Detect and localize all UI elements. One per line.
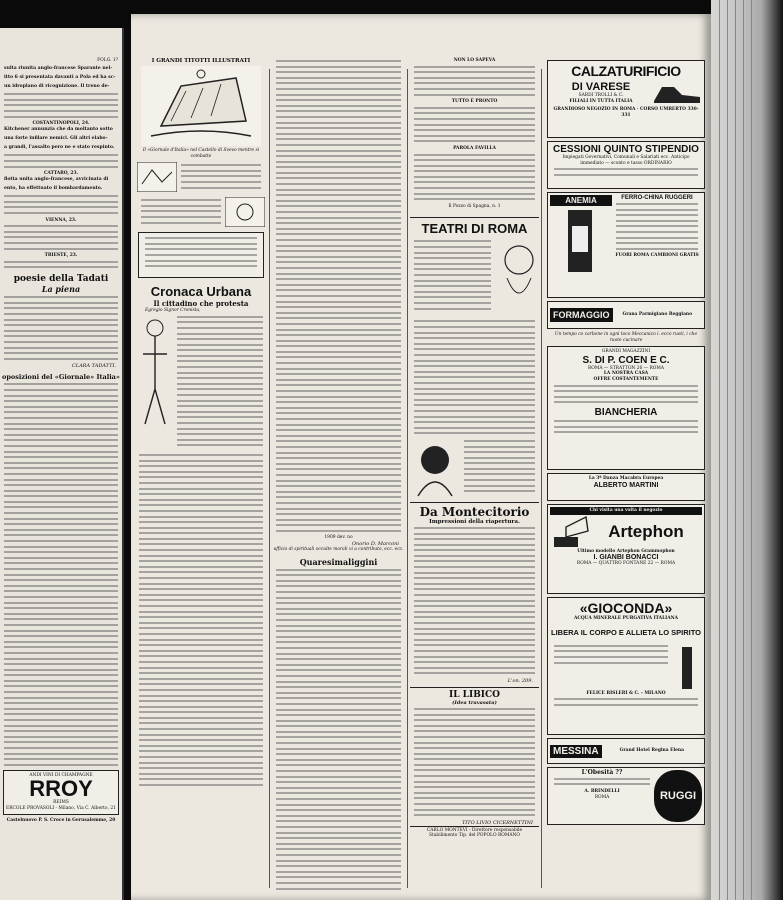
subhead-1: NON LO SAPEVA: [453, 58, 496, 63]
article-headline: Quaresimaliggini: [299, 556, 378, 567]
left-dateline-4: TRIESTE, 23.: [44, 253, 78, 259]
letter-block: [135, 314, 267, 452]
left-poem-body: [4, 296, 118, 360]
subhead-2: TUTTO È PRONTO: [451, 99, 498, 105]
ad9-brand: «GIOCONDA»: [579, 600, 673, 617]
left-section-title: oposizioni del «Giornale» Italia»: [2, 373, 120, 382]
ad7-text: La 3ª Danza Macabra Europea: [588, 476, 664, 482]
illustrated-header: I GRANDI TITOTTI ILLUSTRATI: [151, 58, 251, 64]
theatre-figure-icon: [495, 238, 539, 318]
subhead-3: PAROLA FAVILLA: [453, 145, 496, 151]
left-ad-brand: RROY: [29, 776, 93, 802]
ad8-sub: Ultimo modello Artephon Grammophon: [577, 548, 675, 554]
theatre-block: [410, 238, 539, 318]
section-title: Cronaca Urbana: [150, 284, 252, 300]
ad5-text: Un tempo co carbone in ogni toco Meccanico i. ecco ruoti, i che ruote cucinare: [554, 332, 698, 343]
left-text-block: [4, 93, 118, 117]
artephon-ad: [547, 504, 705, 594]
theatre-text: [414, 240, 491, 316]
left-top-line-3: un idroplano di ricognizione. Il treno de-: [4, 84, 110, 89]
theatre-block-2: [410, 438, 539, 498]
coen-ad: [547, 346, 705, 470]
ad6-item1: LA NOSTRA CASA: [603, 371, 649, 377]
article-text: [414, 154, 535, 201]
montecitorio-title: Da Montecitorio: [410, 502, 539, 519]
ad1-agent: SARDI TROLLI & C.: [578, 93, 624, 99]
ad7-name: ALBERTO MARTINI: [593, 481, 659, 489]
left-top-line-2: itto 6 si presentata davanti a Pola ed ha sc-: [4, 74, 116, 80]
left-folio: FOLG. 1?: [97, 58, 118, 63]
ad6-address: ROMA — STRATTON 26 — ROMA: [587, 365, 665, 371]
ad9-agent: FELICE BISLERI & C. - MILANO: [586, 690, 666, 696]
ad3-title: ANEMIA: [550, 195, 612, 206]
ad6-item2: OFFRE COSTANTEMENTE: [593, 376, 659, 382]
ad3-left: [550, 195, 612, 295]
letter-text: [139, 454, 263, 786]
ad1-place: DI VARESE: [571, 81, 631, 94]
ad8-name: I. GIANBI BONACCI: [593, 554, 659, 562]
lady-portrait-icon: [410, 438, 460, 498]
montecitorio-signature: L'on. 209.: [507, 677, 533, 684]
cartoon-caption: Il «Giornale d'Italia» nel Castello di Svevo mentre si combatte: [142, 148, 260, 159]
libico-subtitle: (Idea travasata): [452, 699, 497, 706]
ad10-text: Grand Hotel Regina Elena: [619, 748, 684, 754]
section-subtitle: Il cittadino che protesta: [153, 299, 249, 309]
montecitorio-subtitle: Impressioni della riapertura.: [429, 518, 520, 525]
left-poem-signature: CLARA TADATTI.: [71, 363, 116, 370]
article-text: [414, 66, 535, 96]
ad2-title: CESSIONI QUINTO STIPENDIO: [553, 144, 699, 155]
left-text-block: [4, 261, 118, 269]
article-signature: Onorio D. Marconi: [351, 541, 399, 548]
left-dateline-2: CATTARO, 23.: [43, 171, 79, 177]
publisher-line: CARLO MONTEVI - Direttore responsabile: [410, 826, 539, 834]
sketch-icon: [225, 197, 265, 227]
ad1-footer: GRANDIOSO NEGOZIO IN ROMA · CORSO UMBERTO 330-331: [553, 107, 699, 118]
formaggio-ad: [547, 301, 705, 329]
left-text-block: [4, 225, 118, 249]
column-rule: [407, 69, 408, 888]
column-3: [410, 14, 539, 900]
ad6-header: GRANDI MAGAZZINI: [601, 349, 651, 355]
shoe-icon: [652, 79, 702, 107]
left-poem-subtitle: La piena: [41, 284, 81, 295]
ad4-title: FORMAGGIO: [550, 308, 613, 322]
ad11-text: L'Obesità ??: [581, 769, 623, 777]
ad1-row: [550, 79, 702, 107]
ad8-address: ROMA — QUATTRO FONTANE 22 — ROMA: [576, 561, 676, 567]
man-figure-icon: [135, 314, 173, 434]
left-section-body: [4, 383, 118, 765]
left-champagne-ad: [3, 770, 119, 815]
gramophone-icon: [550, 515, 590, 549]
ad4-text: Grana Parmigiano Reggiano: [622, 312, 693, 318]
left-line-e: ento, ha effettuato il bombardamento.: [4, 185, 103, 191]
cartoon-row: [137, 197, 265, 229]
bottle-icon: [550, 206, 610, 276]
letter-text: [177, 316, 263, 450]
column-rule: [269, 69, 270, 888]
newspaper-page: [131, 14, 711, 900]
ferrochina-ad: [547, 192, 705, 298]
left-dateline-3: VIENNA, 23.: [45, 217, 77, 223]
ad6-item3: BIANCHERIA: [594, 406, 658, 418]
ad8-header: Chi visita una volta il negozio: [550, 507, 702, 515]
messina-hotel-ad: [547, 738, 705, 764]
obesita-ad: [547, 767, 705, 825]
ad8-row: [550, 515, 702, 549]
left-ad-agent: ERCOLE PROVASOLI - Milano, Via C. Alberto, 21: [6, 805, 116, 811]
book-binding: [711, 0, 783, 900]
ad9-sub: ACQUA MINERALE PURGATIVA ITALIANA: [573, 616, 679, 622]
ad9-slogan: LIBERA IL CORPO E ALLIETA LO SPIRITO: [550, 627, 701, 637]
ad11-brand: RUGGI: [654, 770, 702, 822]
ad3-right: [612, 195, 702, 295]
newspaper-cartoon-icon: [141, 66, 261, 146]
article-text: [276, 60, 401, 532]
left-poem-title: poesie della Tadati: [13, 274, 109, 285]
theatre-text: [414, 320, 535, 434]
ad8-brand: Artephon: [608, 521, 684, 541]
left-text-block: [4, 195, 118, 214]
article-text: [276, 569, 401, 890]
cartoon-strip: [138, 232, 264, 278]
ad1-brand: CALZATURIFICIO: [571, 63, 681, 79]
ad6-name: S. DI P. COEN E C.: [582, 354, 670, 366]
sketch-icon: [137, 162, 177, 192]
theatre-title: TEATRI DI ROMA: [410, 217, 539, 236]
martini-ad: [547, 473, 705, 501]
left-ad-place: REIMS: [53, 800, 69, 806]
libico-text: [414, 708, 535, 816]
cessioni-ad: [547, 141, 705, 189]
greeting: Egregio Signor Cronista,: [145, 308, 201, 314]
calzaturificio-ad: [547, 60, 705, 138]
libico-title: IL LIBICO: [410, 687, 539, 700]
subhead-footer: Il Pozzo di Spagna, n. 1: [448, 203, 501, 209]
gioconda-ad: [547, 597, 705, 735]
left-text-block: [4, 154, 118, 167]
ad3-product: FERRO-CHINA RUGGERI: [621, 195, 693, 201]
left-line-b: una forte infilare nemici. Gli altri elabo-: [4, 135, 108, 141]
cartoon-row: [137, 162, 265, 194]
article-date: 1909 dev. no: [324, 535, 353, 541]
ad9-row: [550, 643, 702, 691]
montecitorio-text: [414, 527, 535, 674]
ad10-brand: MESSINA: [550, 745, 602, 758]
ad11-place: ROMA: [594, 794, 610, 800]
ad11-left: [550, 770, 654, 822]
ad1-tagline: FILIALI IN TUTTA ITALIA: [569, 99, 633, 104]
left-page: [0, 28, 124, 900]
cartoon-text: [181, 164, 261, 192]
ads-column: [544, 14, 708, 900]
column-2: [272, 14, 405, 900]
libico-signature: TITO LIVIO CICERNETTINI: [461, 819, 533, 826]
left-line-d: flotta unita anglo-francese, avvicinata di: [4, 176, 109, 182]
article-byline: ufficio di spirituali occulte morali vi a contributo, ecc. ecc.: [273, 547, 404, 553]
printer-line: Stabilimento Tip. del POPOLO ROMANO: [429, 833, 520, 839]
ad3-footer: FUORI ROMA CAMBIONI GRATIS: [615, 253, 699, 259]
column-rule: [541, 69, 542, 888]
ad2-text: Impiegati Governativi, Comunali e Salariati ecc. Anticipo immediato — sconto e tasso ORDINARIO: [562, 155, 690, 166]
left-ad-top: ANDI VINI DI CHAMPAGNE: [29, 772, 93, 778]
left-line-a: Kitchener annunzia che da moltanto sotto: [4, 126, 113, 132]
left-top-line-1: sulta riunita anglo-francese Sparante nel-: [4, 65, 113, 71]
left-line-c: a grandi, l'assalto pero ne e stato respinto.: [4, 145, 115, 151]
bottle-icon: [672, 643, 702, 691]
left-dateline-1: COSTANTINOPOLI, 24.: [32, 121, 90, 127]
left-ad-bottom: Castelnuovo P. S. Croce in Gerusalemme, 20: [6, 817, 116, 823]
theatre-text: [464, 440, 535, 496]
article-text: [414, 107, 535, 143]
cartoon-text: [141, 199, 221, 227]
ad11-agent: A. BRINDELLI: [584, 788, 620, 794]
column-1: [135, 14, 267, 900]
